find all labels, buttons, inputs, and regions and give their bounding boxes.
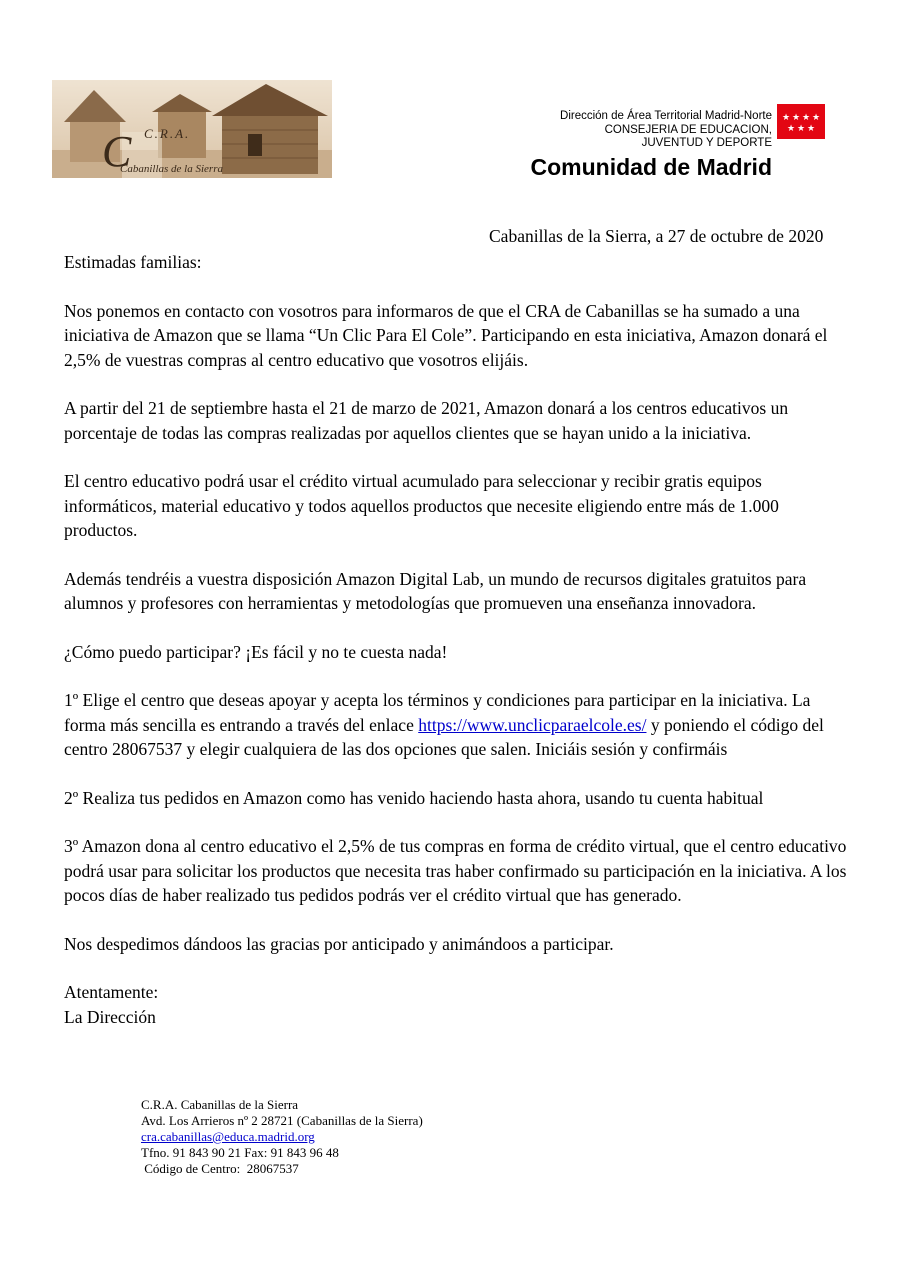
closing: Nos despedimos dándoos las gracias por anticipado y animándoos a participar. — [64, 933, 614, 954]
paragraph-how: ¿Cómo puedo participar? ¡Es fácil y no te cuesta nada! — [64, 641, 448, 662]
footer-school-name: C.R.A. Cabanillas de la Sierra — [141, 1097, 299, 1112]
svg-text:★: ★ — [791, 113, 801, 123]
svg-text:★: ★ — [806, 124, 816, 134]
paragraph-digital-lab: Además tendréis a vuestra disposición Amazon Digital Lab, un mundo de recursos digitales gratuitos para alumnos y profesores con herramientas y metodologías que promueven una enseñanza innovadora. — [64, 568, 807, 613]
admin-line-2: CONSEJERIA DE EDUCACION, — [604, 123, 772, 136]
step-1-text: 1º Elige el centro que deseas apoyar y acepta los términos y condiciones para participar en la iniciativa. La forma más sencilla es entrando a través del enlace — [64, 690, 811, 735]
paragraph-credit: El centro educativo podrá usar el crédito virtual acumulado para seleccionar y recibir gratis equipos informáticos, material educativo y todos aquellos productos que necesite eligiendo entre más de 1.000 productos. — [64, 471, 779, 540]
svg-text:★: ★ — [786, 124, 796, 134]
footer-email-link[interactable]: cra.cabanillas@educa.madrid.org — [141, 1129, 315, 1144]
step-3: 3º Amazon dona al centro educativo el 2,5% de tus compras en forma de crédito virtual, que el centro educativo podrá usar para solicitar los productos que necesita tras haber confirmado su participación en la iniciativa. A los pocos días de haber realizado tus pedidos podrás ver el crédito virtual que has generado. — [64, 836, 847, 905]
logo-name: Cabanillas de la Sierra — [120, 163, 223, 175]
madrid-flag-icon — [777, 104, 825, 139]
greeting: Estimadas familias: — [64, 252, 202, 272]
paragraph-dates: A partir del 21 de septiembre hasta el 21 de marzo de 2021, Amazon donará a los centros educativos un porcentaje de todas las compras realizadas por aquellos clientes que se hayan unido a la iniciativa. — [64, 398, 789, 443]
svg-text:★: ★ — [811, 113, 821, 123]
svg-text:★: ★ — [796, 124, 806, 134]
svg-text:★: ★ — [781, 113, 791, 123]
logo-abbrev: C.R.A. — [144, 126, 191, 141]
letter-body — [64, 250, 854, 1029]
svg-text:★: ★ — [801, 113, 811, 123]
unclicparaelcole-link[interactable]: https://www.unclicparaelcole.es/ — [418, 714, 647, 735]
step-1 — [64, 688, 854, 762]
svg-text:C: C — [102, 127, 132, 176]
paragraph-intro: Nos ponemos en contacto con vosotros para informaros de que el CRA de Cabanillas se ha sumado a una iniciativa de Amazon que se llama “Un Clic Para El Cole”. Participando en esta iniciativa, Amazon donará el 2,5% de vuestras compras al centro educativo que vosotros elijáis. — [64, 300, 828, 370]
footer-address — [141, 1097, 423, 1177]
admin-line-1: Dirección de Área Territorial Madrid-Norte — [560, 110, 772, 122]
footer-phone: Tfno. 91 843 90 21 Fax: 91 843 96 48 — [141, 1145, 339, 1160]
school-logo — [52, 80, 332, 178]
signature: La Dirección — [64, 1006, 156, 1027]
step-1-text-end: y poniendo el código del centro 28067537 y elegir cualquiera de las dos opciones que salen. Iniciáis sesión y confirmáis — [64, 714, 824, 759]
region-name: Comunidad de Madrid — [530, 153, 772, 180]
sign-off: Atentamente: — [64, 982, 159, 1002]
admin-line-3: JUVENTUD Y DEPORTE — [641, 137, 772, 149]
step-2: 2º Realiza tus pedidos en Amazon como has venido haciendo hasta ahora, usando tu cuenta habitual — [64, 787, 764, 808]
footer-center-code: Código de Centro: 28067537 — [141, 1161, 299, 1176]
letter-date: Cabanillas de la Sierra, a 27 de octubre de 2020 — [489, 226, 824, 246]
footer-address-line: Avd. Los Arrieros nº 2 28721 (Cabanillas de la Sierra) — [141, 1113, 423, 1128]
administration-header — [531, 110, 773, 180]
